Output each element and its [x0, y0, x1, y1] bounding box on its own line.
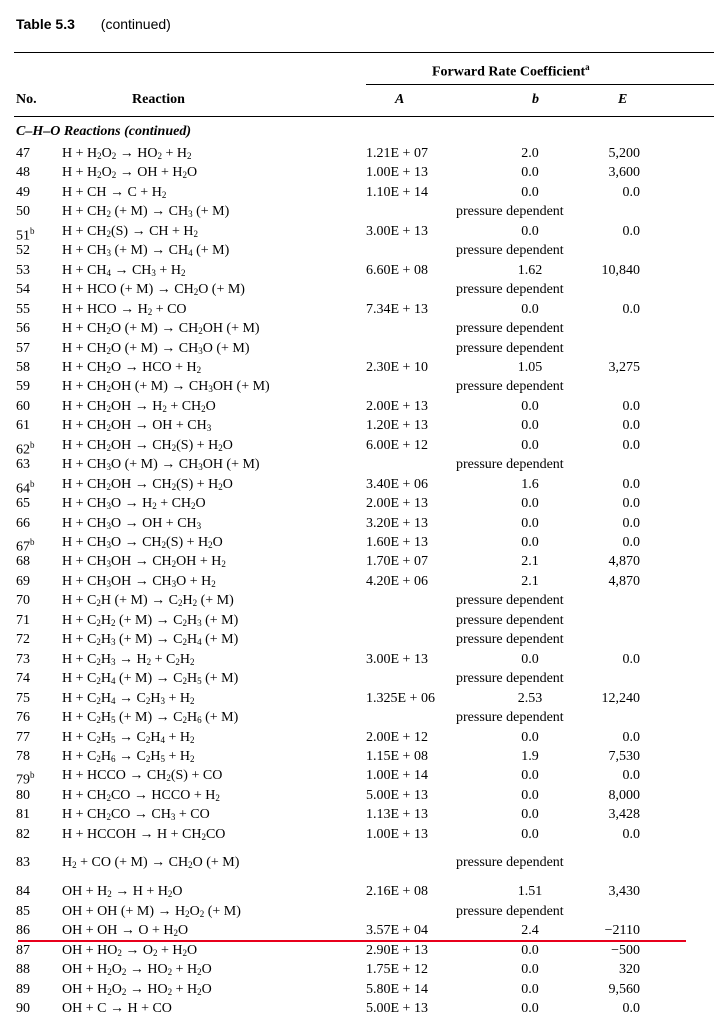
reaction-number: 81: [16, 807, 30, 823]
reaction-equation: OH + $H_2O_2 \to HO_2 + H_2O$: [62, 962, 212, 977]
activation-e: 320: [619, 962, 640, 977]
coefficient-a: 3.00E + 13: [366, 223, 428, 239]
reaction-number: 71: [16, 612, 30, 628]
coefficient-a: 2.90E + 13: [366, 942, 428, 958]
reaction-number: 76: [16, 710, 30, 726]
reaction-equation: $H + C_2H$ (+ $M) \to C_2H_2$ (+ M): [62, 593, 234, 609]
header-no: No.: [16, 92, 37, 107]
pressure-dependent-note: pressure dependent: [456, 340, 564, 356]
activation-e: 0.0: [622, 437, 640, 453]
reaction-number: 72: [16, 632, 30, 648]
table-row: [0, 436, 724, 458]
reaction-equation: $H + C_2H_4 \to C_2H_3 + H_2$: [62, 690, 195, 706]
reaction-equation: OH + $H_2 \to H + H_2O$: [62, 884, 183, 899]
reaction-number: 89: [16, 981, 30, 997]
activation-e: 4,870: [608, 554, 640, 570]
activation-e: 0.0: [622, 398, 640, 414]
activation-e: 0.0: [622, 651, 640, 667]
reaction-equation: $H + C_2H_2$ (+ $M) \to C_2H_3$ (+ M): [62, 612, 239, 628]
activation-e: 5,200: [608, 146, 640, 161]
reaction-number: 88: [16, 962, 30, 977]
header-forward-rate-coefficient: [432, 62, 590, 81]
reaction-equation: $H + CH_2O$ → HCO + $H_2$: [62, 359, 202, 375]
reaction-equation: OH + OH (+ $M) \to H_2O_2$ (+ M): [62, 903, 241, 919]
exponent-b: 0.0: [521, 826, 539, 842]
exponent-b: 1.05: [517, 359, 543, 375]
coefficient-a: 5.80E + 14: [366, 981, 428, 997]
table-row: [0, 669, 724, 688]
reaction-equation: $H + H_2O_2 \to HO_2 + H_2$: [62, 146, 192, 161]
reaction-number: 75: [16, 690, 30, 706]
reaction-number: 63: [16, 457, 30, 473]
table-row: [0, 494, 724, 513]
exponent-b: 0.0: [521, 223, 539, 239]
table-row: [0, 416, 724, 435]
reaction-number: 62$^b$: [16, 439, 35, 458]
reaction-equation: $H + CH_2OH \to CH_2(S) + H_2O$: [62, 437, 233, 453]
table-row: [0, 533, 724, 555]
activation-e: 0.0: [622, 768, 640, 784]
reaction-number: 85: [16, 903, 30, 919]
exponent-b: 0.0: [521, 942, 539, 958]
exponent-b: 2.1: [521, 573, 539, 589]
reaction-number: 83: [16, 855, 30, 870]
coefficient-a: 5.00E + 13: [366, 787, 428, 803]
reaction-number: 74: [16, 671, 30, 687]
table-row: [0, 377, 724, 396]
coefficient-a: 1.15E + 08: [366, 748, 428, 764]
exponent-b: 0.0: [521, 729, 539, 745]
coefficient-a: 3.40E + 06: [366, 476, 428, 492]
reaction-number: 68: [16, 554, 30, 570]
coefficient-a: 1.00E + 14: [366, 768, 428, 784]
pressure-dependent-note: pressure dependent: [456, 204, 564, 220]
exponent-b: 2.1: [521, 554, 539, 570]
reaction-number: 51$^b$: [16, 225, 35, 244]
reaction-equation: $H + CH_3O$ → OH + $CH_3$: [62, 515, 202, 531]
activation-e: 0.0: [622, 515, 640, 531]
table-continued: (continued): [100, 16, 171, 32]
activation-e: 0.0: [622, 535, 640, 550]
table-row: [0, 552, 724, 571]
reaction-equation: $H + CH_2OH$ → OH + $CH_3$: [62, 418, 212, 434]
reaction-equation: H + HCO → $H_2$ + CO: [62, 301, 187, 317]
pressure-dependent-note: pressure dependent: [456, 671, 564, 687]
activation-e: −2110: [604, 923, 640, 938]
top-rule: [14, 52, 714, 53]
exponent-b: 0.0: [521, 535, 539, 550]
exponent-b: 0.0: [521, 981, 539, 997]
activation-e: 10,840: [601, 262, 640, 278]
reaction-equation: $H + CH_4 \to CH_3 + H_2$: [62, 262, 186, 278]
reaction-equation: $H + CH_2O$ (+ $M) \to CH_3O$ (+ M): [62, 340, 250, 356]
table-row: [0, 960, 724, 979]
coefficient-a: 2.16E + 08: [366, 884, 428, 899]
table-row: [0, 805, 724, 824]
reaction-equation: $H + CH_2$ (+ $M) \to CH_3$ (+ M): [62, 204, 230, 220]
table-row: [0, 786, 724, 805]
exponent-b: 0.0: [521, 515, 539, 531]
reaction-number: 80: [16, 787, 30, 803]
table-row: [0, 766, 724, 789]
table-row: [0, 358, 724, 377]
reaction-number: 84: [16, 884, 30, 899]
reaction-number: 66: [16, 515, 30, 531]
reaction-number: 53: [16, 262, 30, 278]
reaction-equation: H + HCO (+ $M) \to CH_2O$ (+ M): [62, 282, 245, 298]
activation-e: 0.0: [622, 729, 640, 745]
reaction-number: 48: [16, 165, 30, 181]
exponent-b: 0.0: [521, 768, 539, 784]
exponent-b: 0.0: [521, 787, 539, 803]
footnote-mark: b: [30, 537, 35, 547]
table-row: [0, 630, 724, 649]
coefficient-a: 1.21E + 07: [366, 146, 428, 161]
table-row: [0, 339, 724, 358]
coefficient-a: 2.00E + 13: [366, 398, 428, 414]
footnote-mark: b: [30, 770, 35, 781]
red-highlight-line: [18, 940, 686, 942]
coefficient-a: 7.34E + 13: [366, 301, 428, 317]
activation-e: 0.0: [622, 184, 640, 200]
exponent-b: 2.4: [521, 923, 539, 938]
reaction-number: 52: [16, 243, 30, 259]
pressure-dependent-note: pressure dependent: [456, 855, 564, 870]
reaction-equation: OH + C → H + CO: [62, 1001, 172, 1016]
reaction-number: 49: [16, 184, 30, 200]
footnote-mark: b: [30, 225, 35, 236]
reaction-equation: $H + C_2H_3$ (+ $M) \to C_2H_4$ (+ M): [62, 632, 239, 648]
reaction-equation: $H + C_2H_4$ (+ $M) \to C_2H_5$ (+ M): [62, 671, 239, 687]
reaction-equation: OH + $HO_2 \to O_2 + H_2O$: [62, 942, 198, 958]
activation-e: 3,428: [608, 807, 640, 823]
exponent-b: 1.9: [521, 748, 539, 764]
exponent-b: 1.51: [517, 884, 543, 899]
reaction-equation: $H + CH_2CO$ → HCCO + $H_2$: [62, 787, 220, 803]
reaction-number: 69: [16, 573, 30, 589]
table-row: [0, 650, 724, 669]
coefficient-a: 1.13E + 13: [366, 807, 428, 823]
reaction-number: 82: [16, 826, 30, 842]
coefficient-a: 3.20E + 13: [366, 515, 428, 531]
activation-e: 7,530: [608, 748, 640, 764]
reaction-equation: $H + CH_2OH \to CH_2(S) + H_2O$: [62, 476, 233, 492]
pressure-dependent-note: pressure dependent: [456, 710, 564, 726]
coefficient-a: 1.75E + 12: [366, 962, 428, 977]
reaction-equation: OH + OH → $O + H_2O$: [62, 923, 189, 938]
table-row: [0, 980, 724, 999]
activation-e: 0.0: [622, 1001, 640, 1016]
table-row: [0, 475, 724, 497]
reaction-equation: $H + CH_3$ (+ $M) \to CH_4$ (+ M): [62, 243, 230, 259]
exponent-b: 0.0: [521, 437, 539, 453]
group-rule: [366, 84, 714, 85]
header-b: b: [532, 92, 539, 107]
reaction-number: 79$^b$: [16, 770, 35, 789]
activation-e: 4,870: [608, 573, 640, 589]
exponent-b: 0.0: [521, 165, 539, 181]
pressure-dependent-note: pressure dependent: [456, 612, 564, 628]
table-row: [0, 163, 724, 182]
exponent-b: 0.0: [521, 184, 539, 200]
activation-e: 8,000: [608, 787, 640, 803]
section-title: C–H–O Reactions (continued): [16, 124, 192, 139]
table-row: [0, 825, 724, 844]
table-row: [0, 853, 724, 872]
table-row: [0, 514, 724, 533]
reaction-number: 65: [16, 496, 30, 512]
footnote-mark: b: [30, 478, 35, 489]
coefficient-a: 2.00E + 12: [366, 729, 428, 745]
footnote-mark: b: [30, 439, 35, 450]
table-row: [0, 747, 724, 766]
table-row: [0, 183, 724, 202]
reaction-equation: $H + CH_2OH$ (+ $M) \to CH_3OH$ (+ M): [62, 379, 270, 395]
exponent-b: 2.53: [517, 690, 543, 706]
reaction-number: 87: [16, 942, 30, 958]
reaction-number: 78: [16, 748, 30, 764]
exponent-b: 0.0: [521, 301, 539, 317]
exponent-b: 0.0: [521, 398, 539, 414]
coefficient-a: 1.325E + 06: [366, 690, 435, 706]
reaction-number: 47: [16, 146, 30, 161]
table-row: [0, 708, 724, 727]
table-row: [0, 319, 724, 338]
pressure-dependent-note: pressure dependent: [456, 379, 564, 395]
pressure-dependent-note: pressure dependent: [456, 321, 564, 337]
activation-e: 0.0: [622, 496, 640, 512]
reaction-equation: $H + CH_3OH \to CH_3O + H_2$: [62, 573, 216, 589]
reaction-number: 55: [16, 301, 30, 317]
exponent-b: 0.0: [521, 807, 539, 823]
pressure-dependent-note: pressure dependent: [456, 457, 564, 473]
reaction-number: 59: [16, 379, 30, 395]
table-row: [0, 611, 724, 630]
table-number: Table 5.3: [16, 16, 75, 32]
reaction-equation: $H + CH_3O \to H_2 + CH_2O$: [62, 496, 206, 512]
pressure-dependent-note: pressure dependent: [456, 282, 564, 298]
activation-e: 0.0: [622, 301, 640, 317]
reaction-number: 61: [16, 418, 30, 434]
table-row: [0, 902, 724, 921]
table-row: [0, 144, 724, 163]
pressure-dependent-note: pressure dependent: [456, 593, 564, 609]
reaction-number: 73: [16, 651, 30, 667]
coefficient-a: 6.60E + 08: [366, 262, 428, 278]
reaction-number: 56: [16, 321, 30, 337]
reaction-equation: $H + C_2H_5$ (+ $M) \to C_2H_6$ (+ M): [62, 710, 239, 726]
coefficient-a: 5.00E + 13: [366, 1001, 428, 1016]
coefficient-a: 1.10E + 14: [366, 184, 428, 200]
reaction-number: 57: [16, 340, 30, 356]
reaction-equation: OH + $H_2O_2 \to HO_2 + H_2O$: [62, 981, 212, 997]
table-row: [0, 921, 724, 940]
reaction-equation: $H + C_2H_6 \to C_2H_5 + H_2$: [62, 748, 195, 764]
table-row: [0, 397, 724, 416]
header-e: E: [618, 92, 628, 107]
coefficient-a: 6.00E + 12: [366, 437, 428, 453]
coefficient-a: 1.60E + 13: [366, 535, 428, 550]
reaction-number: 50: [16, 204, 30, 220]
table-row: [0, 591, 724, 610]
table-row: [0, 689, 724, 708]
activation-e: 3,600: [608, 165, 640, 181]
header-reaction: Reaction: [132, 92, 185, 107]
reaction-equation: $H + H_2O_2$ → OH + $H_2O$: [62, 165, 198, 181]
table-row: [0, 882, 724, 901]
reaction-equation: $H + CH_3O$ (+ $M) \to CH_3OH$ (+ M): [62, 457, 260, 473]
table-row: [0, 941, 724, 960]
coefficient-a: 1.00E + 13: [366, 165, 428, 181]
reaction-equation: $H + C_2H_3 \to H_2 + C_2H_2$: [62, 651, 195, 667]
coefficient-a: 3.00E + 13: [366, 651, 428, 667]
exponent-b: 1.62: [517, 262, 543, 278]
reaction-equation: H + HCCOH → $H + CH_2CO$: [62, 826, 226, 842]
header-footnote-mark: a: [585, 62, 590, 72]
reaction-equation: H + CH → $C + H_2$: [62, 184, 167, 200]
reaction-equation: $H + CH_2OH \to H_2 + CH_2O$: [62, 398, 216, 414]
table-row: [0, 999, 724, 1018]
activation-e: 3,430: [608, 884, 640, 899]
reaction-equation: $H + CH_2(S)$ → CH + $H_2$: [62, 223, 199, 239]
table-row: [0, 202, 724, 221]
table-row: [0, 728, 724, 747]
table-row: [0, 280, 724, 299]
reaction-number: 90: [16, 1001, 30, 1016]
reaction-number: 67$^b$: [16, 537, 35, 555]
reaction-number: 64$^b$: [16, 478, 35, 497]
exponent-b: 0.0: [521, 1001, 539, 1016]
reaction-equation: $H + C_2H_5 \to C_2H_4 + H_2$: [62, 729, 195, 745]
header-rule: [14, 116, 714, 117]
exponent-b: 0.0: [521, 651, 539, 667]
activation-e: 3,275: [608, 359, 640, 375]
header-group-label: Forward Rate Coefficient: [432, 64, 586, 80]
table-row: [0, 261, 724, 280]
reaction-equation: $H + CH_3O \to CH_2(S) + H_2O$: [62, 535, 223, 550]
pressure-dependent-note: pressure dependent: [456, 903, 564, 919]
coefficient-a: 1.70E + 07: [366, 554, 428, 570]
coefficient-a: 4.20E + 06: [366, 573, 428, 589]
table-row: [0, 222, 724, 244]
reaction-equation: H + HCCO → $CH_2(S)$ + CO: [62, 768, 223, 784]
reaction-number: 70: [16, 593, 30, 609]
activation-e: −500: [611, 942, 640, 958]
header-a: A: [395, 92, 405, 107]
activation-e: 0.0: [622, 826, 640, 842]
exponent-b: 0.0: [521, 962, 539, 977]
exponent-b: 2.0: [521, 146, 539, 161]
reaction-number: 54: [16, 282, 30, 298]
pressure-dependent-note: pressure dependent: [456, 243, 564, 259]
coefficient-a: 3.57E + 04: [366, 923, 428, 938]
pressure-dependent-note: pressure dependent: [456, 632, 564, 648]
reaction-equation: $H + CH_2O$ (+ $M) \to CH_2OH$ (+ M): [62, 321, 260, 337]
reaction-equation: $H + CH_2CO \to CH_3$ + CO: [62, 807, 210, 823]
reaction-number: 77: [16, 729, 30, 745]
reaction-number: 60: [16, 398, 30, 414]
table-caption: [16, 16, 171, 32]
activation-e: 0.0: [622, 476, 640, 492]
exponent-b: 1.6: [521, 476, 539, 492]
activation-e: 0.0: [622, 223, 640, 239]
table-row: [0, 572, 724, 591]
table-row: [0, 300, 724, 319]
coefficient-a: 2.30E + 10: [366, 359, 428, 375]
table-row: [0, 455, 724, 474]
coefficient-a: 1.20E + 13: [366, 418, 428, 434]
reaction-equation: $H_2$ + CO (+ $M) \to CH_2O$ (+ M): [62, 855, 240, 870]
exponent-b: 0.0: [521, 496, 539, 512]
activation-e: 12,240: [601, 690, 640, 706]
activation-e: 9,560: [608, 981, 640, 997]
reaction-number: 58: [16, 359, 30, 375]
coefficient-a: 1.00E + 13: [366, 826, 428, 842]
reaction-equation: $H + CH_3OH \to CH_2OH + H_2$: [62, 554, 226, 570]
table-row: [0, 241, 724, 260]
activation-e: 0.0: [622, 418, 640, 434]
reaction-number: 86: [16, 923, 30, 938]
exponent-b: 0.0: [521, 418, 539, 434]
coefficient-a: 2.00E + 13: [366, 496, 428, 512]
